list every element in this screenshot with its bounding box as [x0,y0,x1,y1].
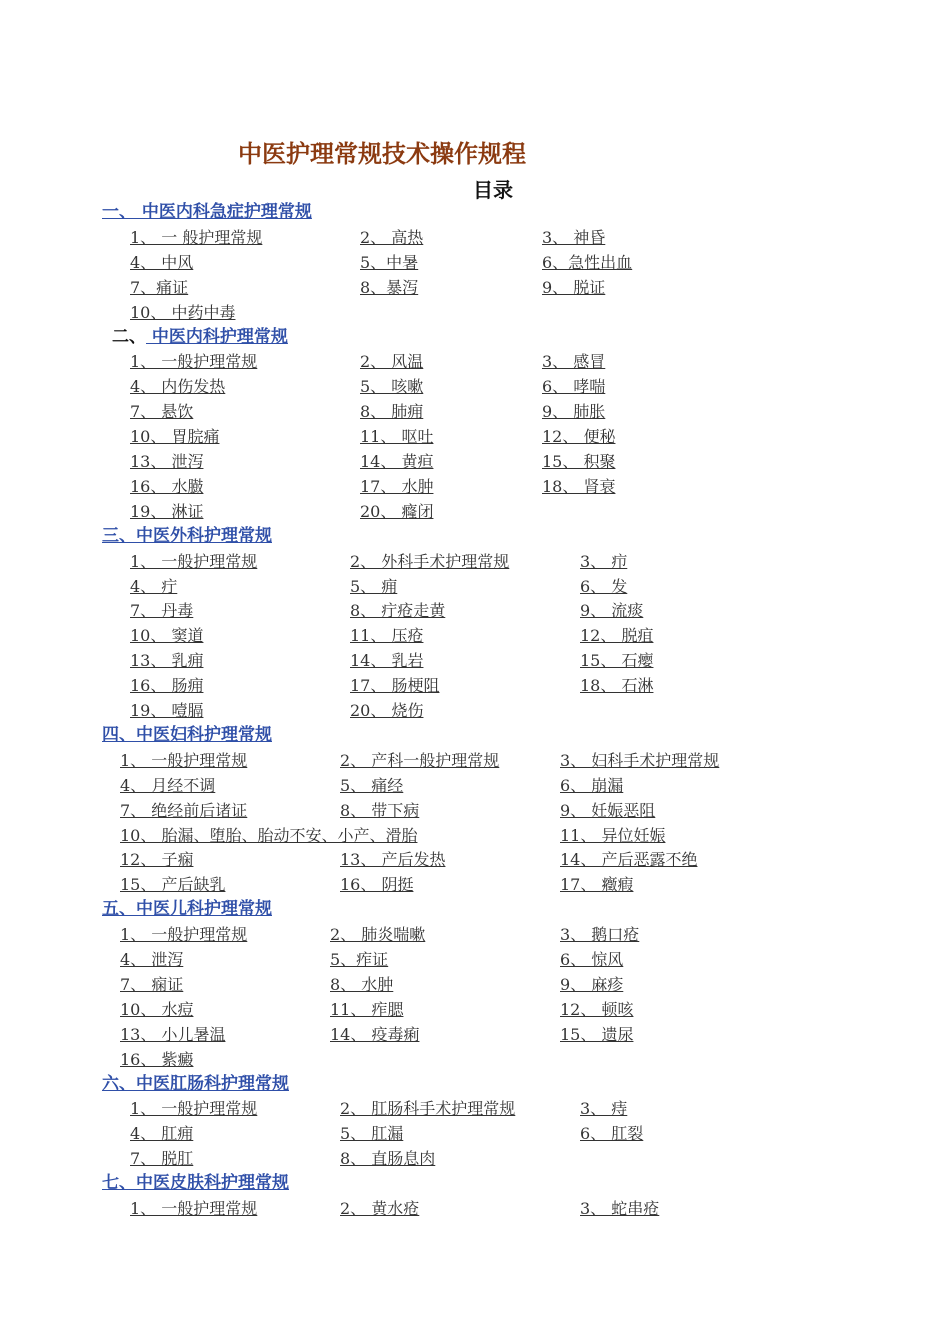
toc-link[interactable]: 1、 一般护理常规 [120,750,248,770]
toc-link[interactable]: 9、 流痰 [580,601,644,621]
toc-link[interactable]: 1、 一般护理常规 [130,551,258,571]
toc-link[interactable]: 1、 一般护理常规 [130,1199,258,1218]
toc-link[interactable]: 16、 阴挺 [340,875,414,895]
toc-link[interactable]: 2、 产科一般护理常规 [340,750,500,770]
section-heading[interactable]: 四、中医妇科护理常规 [102,724,272,745]
toc-link[interactable]: 13、 产后发热 [340,850,446,870]
toc-link[interactable]: 16、 紫癜 [120,1049,194,1069]
toc-link[interactable]: 6、 肛裂 [580,1124,644,1144]
toc-link[interactable]: 3、 蛇串疮 [580,1199,660,1218]
toc-link[interactable]: 2、 风温 [360,352,424,372]
toc-link[interactable]: 5、中暑 [360,252,419,272]
toc-link[interactable]: 12、 脱疽 [580,626,654,646]
toc-link[interactable]: 2、 高热 [360,227,424,247]
toc-link[interactable]: 11、 异位妊娠 [560,825,666,845]
toc-link[interactable]: 8、 带下病 [340,800,420,820]
toc-link[interactable]: 6、 哮喘 [542,377,606,397]
section-heading[interactable]: 七、中医皮肤科护理常规 [102,1173,289,1194]
toc-link[interactable]: 15、 积聚 [542,452,616,471]
toc-link[interactable]: 4、 肛痈 [130,1124,194,1144]
toc-link[interactable]: 13、 乳痈 [130,651,204,671]
toc-link[interactable]: 15、 石瘿 [580,651,654,671]
toc-link[interactable]: 3、 疖 [580,551,628,571]
toc-link[interactable]: 7、 脱肛 [130,1149,194,1169]
toc-link[interactable]: 4、 中风 [130,252,194,272]
toc-heading: 目录 [473,178,513,202]
toc-link[interactable]: 5、 痈 [350,576,398,596]
toc-link[interactable]: 6、 发 [580,576,628,596]
toc-link[interactable]: 8、 直肠息肉 [340,1149,436,1169]
toc-link[interactable]: 14、 黄疸 [360,452,434,471]
toc-link[interactable]: 12、 顿咳 [560,999,634,1019]
toc-link[interactable]: 8、 疔疮走黄 [350,601,446,621]
toc-link[interactable]: 5、痄证 [330,950,389,969]
section-title[interactable]: 中医内科护理常规 [146,326,288,347]
toc-link[interactable]: 10、 胎漏、堕胎、胎动不安、小产、滑胎 [120,825,418,845]
toc-link[interactable]: 15、 产后缺乳 [120,875,226,895]
section-heading[interactable]: 六、中医肛肠科护理常规 [102,1073,289,1094]
toc-link[interactable]: 12、 子痫 [120,850,194,870]
toc-link[interactable]: 5、 咳嗽 [360,377,424,397]
toc-link[interactable]: 16、 肠痈 [130,676,204,696]
toc-link[interactable]: 9、 脱证 [542,277,606,297]
toc-link[interactable]: 1、 一般护理常规 [130,352,258,372]
toc-link[interactable]: 10、 胃脘痛 [130,427,220,447]
toc-link[interactable]: 16、 水臌 [130,476,204,496]
toc-link[interactable]: 6、急性出血 [542,252,633,272]
toc-link[interactable]: 3、 感冒 [542,352,606,372]
toc-link[interactable]: 9、 妊娠恶阻 [560,800,656,820]
section-heading[interactable]: 三、中医外科护理常规 [102,525,272,546]
toc-link[interactable]: 3、 妇科手术护理常规 [560,750,720,770]
document-title: 中医护理常规技术操作规程 [238,140,526,168]
toc-link[interactable]: 6、 惊风 [560,950,624,969]
toc-link[interactable]: 7、 悬饮 [130,402,194,422]
toc-link[interactable]: 4、 泄泻 [120,950,184,969]
toc-link[interactable]: 5、 肛漏 [340,1124,404,1144]
toc-link[interactable]: 10、 窦道 [130,626,204,646]
toc-link[interactable]: 7、 丹毒 [130,601,194,621]
toc-link[interactable]: 1、 一般护理常规 [130,1099,258,1119]
toc-link[interactable]: 17、 癥瘕 [560,875,634,895]
toc-link[interactable]: 14、 乳岩 [350,651,424,671]
toc-link[interactable]: 2、 外科手术护理常规 [350,551,510,571]
toc-link[interactable]: 10、 中药中毒 [130,302,236,322]
toc-link[interactable]: 4、 月经不调 [120,775,216,795]
toc-link[interactable]: 14、 产后恶露不绝 [560,850,698,870]
toc-link[interactable]: 1、 一般护理常规 [120,925,248,945]
toc-link[interactable]: 14、 疫毒痢 [330,1024,420,1044]
toc-link[interactable]: 7、痛证 [130,277,189,297]
toc-link[interactable]: 17、 水肿 [360,476,434,496]
toc-link[interactable]: 6、 崩漏 [560,775,624,795]
section-heading[interactable] [112,325,288,350]
toc-link[interactable]: 3、 鹅口疮 [560,925,640,945]
toc-link[interactable]: 13、 泄泻 [130,452,204,471]
toc-link[interactable]: 18、 肾衰 [542,476,616,496]
toc-link[interactable]: 7、 痫证 [120,974,184,994]
toc-link[interactable]: 19、 噎膈 [130,701,204,720]
toc-link[interactable]: 8、 肺痈 [360,402,424,422]
toc-link[interactable]: 5、 痛经 [340,775,404,795]
toc-link[interactable]: 11、 压疮 [350,626,424,646]
toc-link[interactable]: 11、 痄腮 [330,999,404,1019]
toc-link[interactable]: 20、 烧伤 [350,701,424,720]
toc-link[interactable]: 2、 肺炎喘嗽 [330,925,426,945]
toc-link[interactable]: 9、 肺胀 [542,402,606,422]
toc-link[interactable]: 12、 便秘 [542,427,616,447]
toc-link[interactable]: 8、暴泻 [360,277,419,297]
section-heading[interactable]: 五、中医儿科护理常规 [102,899,272,920]
toc-link[interactable]: 17、 肠梗阻 [350,676,440,696]
toc-link[interactable]: 18、 石淋 [580,676,654,696]
toc-link[interactable]: 3、 神昏 [542,227,606,247]
toc-link[interactable]: 19、 淋证 [130,501,204,521]
toc-link[interactable]: 11、 呕吐 [360,427,434,447]
toc-link[interactable]: 1、 一 般护理常规 [130,227,263,247]
toc-link[interactable]: 13、 小儿暑温 [120,1024,226,1044]
toc-link[interactable]: 2、 肛肠科手术护理常规 [340,1099,516,1119]
toc-link[interactable]: 3、 痔 [580,1099,628,1119]
toc-link[interactable]: 15、 遗尿 [560,1024,634,1044]
section-heading[interactable]: 一、 中医内科急症护理常规 [102,202,312,222]
toc-link[interactable]: 7、 绝经前后诸证 [120,800,248,820]
toc-link[interactable]: 8、 水肿 [330,974,394,994]
toc-link[interactable]: 4、 疔 [130,576,178,596]
toc-link[interactable]: 20、 癃闭 [360,501,434,521]
toc-link[interactable]: 10、 水痘 [120,999,194,1019]
toc-link[interactable]: 9、 麻疹 [560,974,624,994]
section-number: 二、 [112,326,146,347]
toc-link[interactable]: 2、 黄水疮 [340,1199,420,1218]
toc-link[interactable]: 4、 内伤发热 [130,377,226,397]
